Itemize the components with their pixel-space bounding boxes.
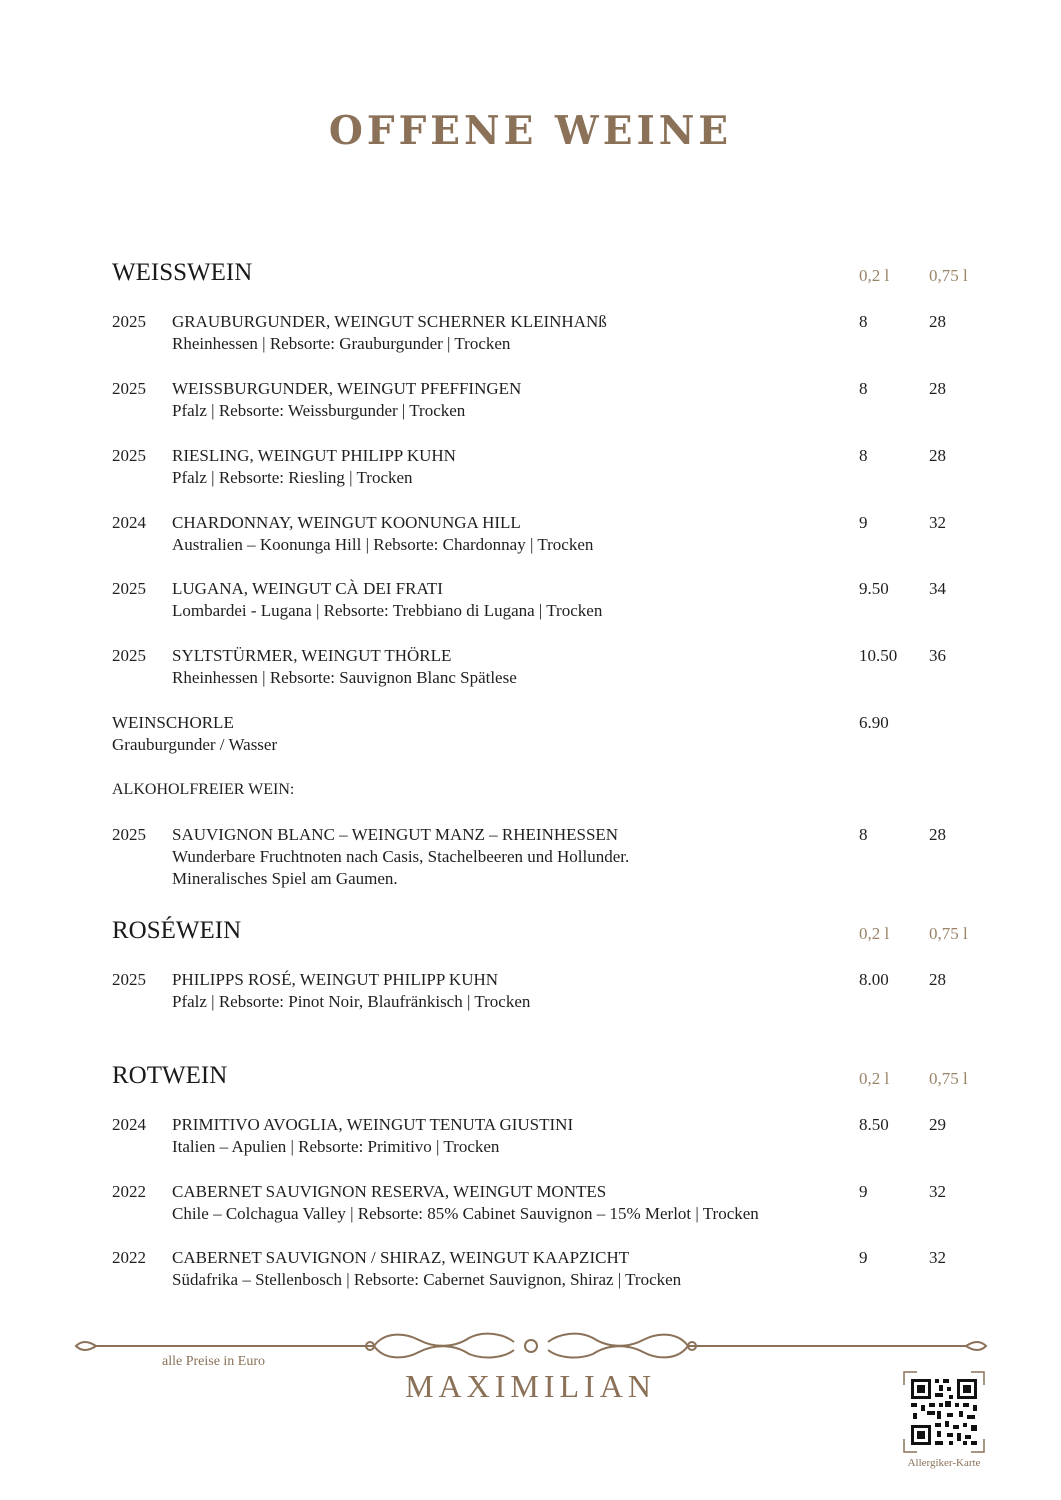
column-header-bottle: 0,75 l bbox=[929, 266, 968, 285]
qr-code-icon[interactable] bbox=[903, 1371, 985, 1453]
section-header-rosewein bbox=[0, 917, 1061, 947]
wine-year: 2025 bbox=[112, 579, 146, 598]
price-glass: 8 bbox=[859, 446, 868, 465]
price-bottle: 28 bbox=[929, 970, 946, 989]
wine-description: Pfalz | Rebsorte: Weissburgunder | Trocken bbox=[172, 401, 466, 420]
section-title: WEISSWEIN bbox=[112, 259, 253, 286]
alkoholfrei-label: ALKOHOLFREIER WEIN: bbox=[112, 781, 295, 798]
wine-year: 2025 bbox=[112, 646, 146, 665]
wine-year: 2022 bbox=[112, 1248, 146, 1267]
wine-year: 2025 bbox=[112, 312, 146, 331]
section-header-rotwein bbox=[0, 1062, 1061, 1092]
wine-name: CHARDONNAY, WEINGUT KOONUNGA HILL bbox=[172, 513, 521, 532]
wine-description: Rheinhessen | Rebsorte: Sauvignon Blanc Spätlese bbox=[172, 668, 517, 687]
wine-description: Pfalz | Rebsorte: Pinot Noir, Blaufränkisch | Trocken bbox=[172, 992, 531, 1011]
price-glass: 9.50 bbox=[859, 579, 889, 598]
price-glass: 9 bbox=[859, 513, 868, 532]
wine-name: LUGANA, WEINGUT CÀ DEI FRATI bbox=[172, 579, 443, 598]
price-bottle: 28 bbox=[929, 446, 946, 465]
price-bottle: 28 bbox=[929, 312, 946, 331]
wine-description-line2: Mineralisches Spiel am Gaumen. bbox=[172, 869, 398, 888]
price-glass: 9 bbox=[859, 1248, 868, 1267]
wine-description: Grauburgunder / Wasser bbox=[112, 735, 278, 754]
wine-name: SYLTSTÜRMER, WEINGUT THÖRLE bbox=[172, 646, 452, 665]
wine-name: GRAUBURGUNDER, WEINGUT SCHERNER KLEINHANß bbox=[172, 312, 607, 331]
wine-year: 2024 bbox=[112, 1115, 146, 1134]
wine-name: PRIMITIVO AVOGLIA, WEINGUT TENUTA GIUSTINI bbox=[172, 1115, 574, 1134]
price-glass: 9 bbox=[859, 1182, 868, 1201]
price-bottle: 32 bbox=[929, 1248, 946, 1267]
column-header-small: 0,2 l bbox=[859, 266, 890, 285]
price-bottle: 28 bbox=[929, 379, 946, 398]
price-note: alle Preise in Euro bbox=[162, 1354, 266, 1369]
price-glass: 8.00 bbox=[859, 970, 889, 989]
wine-year: 2024 bbox=[112, 513, 146, 532]
wine-description: Rheinhessen | Rebsorte: Grauburgunder | Trocken bbox=[172, 334, 511, 353]
wine-name: RIESLING, WEINGUT PHILIPP KUHN bbox=[172, 446, 456, 465]
price-glass: 8 bbox=[859, 379, 868, 398]
price-bottle: 36 bbox=[929, 646, 946, 665]
section-title: ROSÉWEIN bbox=[112, 917, 242, 944]
wine-description: Italien – Apulien | Rebsorte: Primitivo | Trocken bbox=[172, 1137, 500, 1156]
price-glass: 8.50 bbox=[859, 1115, 889, 1134]
price-bottle: 32 bbox=[929, 1182, 946, 1201]
wine-description: Wunderbare Fruchtnoten nach Casis, Stachelbeeren und Hollunder. bbox=[172, 847, 630, 866]
section-title: ROTWEIN bbox=[112, 1062, 228, 1089]
wine-name: WEINSCHORLE bbox=[112, 713, 234, 732]
wine-description: Pfalz | Rebsorte: Riesling | Trocken bbox=[172, 468, 413, 487]
wine-name: PHILIPPS ROSÉ, WEINGUT PHILIPP KUHN bbox=[172, 970, 499, 989]
wine-description: Südafrika – Stellenbosch | Rebsorte: Cabernet Sauvignon, Shiraz | Trocken bbox=[172, 1270, 682, 1289]
price-bottle: 28 bbox=[929, 825, 946, 844]
price-glass: 8 bbox=[859, 312, 868, 331]
wine-year: 2022 bbox=[112, 1182, 146, 1201]
column-header-bottle: 0,75 l bbox=[929, 1069, 968, 1088]
price-bottle: 29 bbox=[929, 1115, 946, 1134]
price-bottle: 32 bbox=[929, 513, 946, 532]
wine-name: SAUVIGNON BLANC – WEINGUT MANZ – RHEINHESSEN bbox=[172, 825, 619, 844]
wine-name: WEISSBURGUNDER, WEINGUT PFEFFINGEN bbox=[172, 379, 522, 398]
page-title: OFFENE WEINE bbox=[328, 108, 733, 154]
price-bottle: 34 bbox=[929, 579, 946, 598]
wine-year: 2025 bbox=[112, 446, 146, 465]
wine-year: 2025 bbox=[112, 379, 146, 398]
wine-description: Australien – Koonunga Hill | Rebsorte: Chardonnay | Trocken bbox=[172, 535, 594, 554]
wine-description: Chile – Colchagua Valley | Rebsorte: 85% Cabinet Sauvignon – 15% Merlot | Trocken bbox=[172, 1204, 759, 1223]
column-header-small: 0,2 l bbox=[859, 1069, 890, 1088]
price-glass: 6.90 bbox=[859, 713, 889, 732]
brand-logo: MAXIMILIAN bbox=[405, 1368, 656, 1404]
wine-name: CABERNET SAUVIGNON / SHIRAZ, WEINGUT KAAPZICHT bbox=[172, 1248, 630, 1267]
wine-name: CABERNET SAUVIGNON RESERVA, WEINGUT MONTES bbox=[172, 1182, 607, 1201]
price-glass: 8 bbox=[859, 825, 868, 844]
column-header-small: 0,2 l bbox=[859, 924, 890, 943]
wine-description: Lombardei - Lugana | Rebsorte: Trebbiano di Lugana | Trocken bbox=[172, 601, 603, 620]
section-header-weisswein bbox=[0, 259, 1061, 289]
wine-year: 2025 bbox=[112, 970, 146, 989]
price-glass: 10.50 bbox=[859, 646, 898, 665]
column-header-bottle: 0,75 l bbox=[929, 924, 968, 943]
wine-year: 2025 bbox=[112, 825, 146, 844]
qr-caption: Allergiker-Karte bbox=[907, 1457, 981, 1469]
